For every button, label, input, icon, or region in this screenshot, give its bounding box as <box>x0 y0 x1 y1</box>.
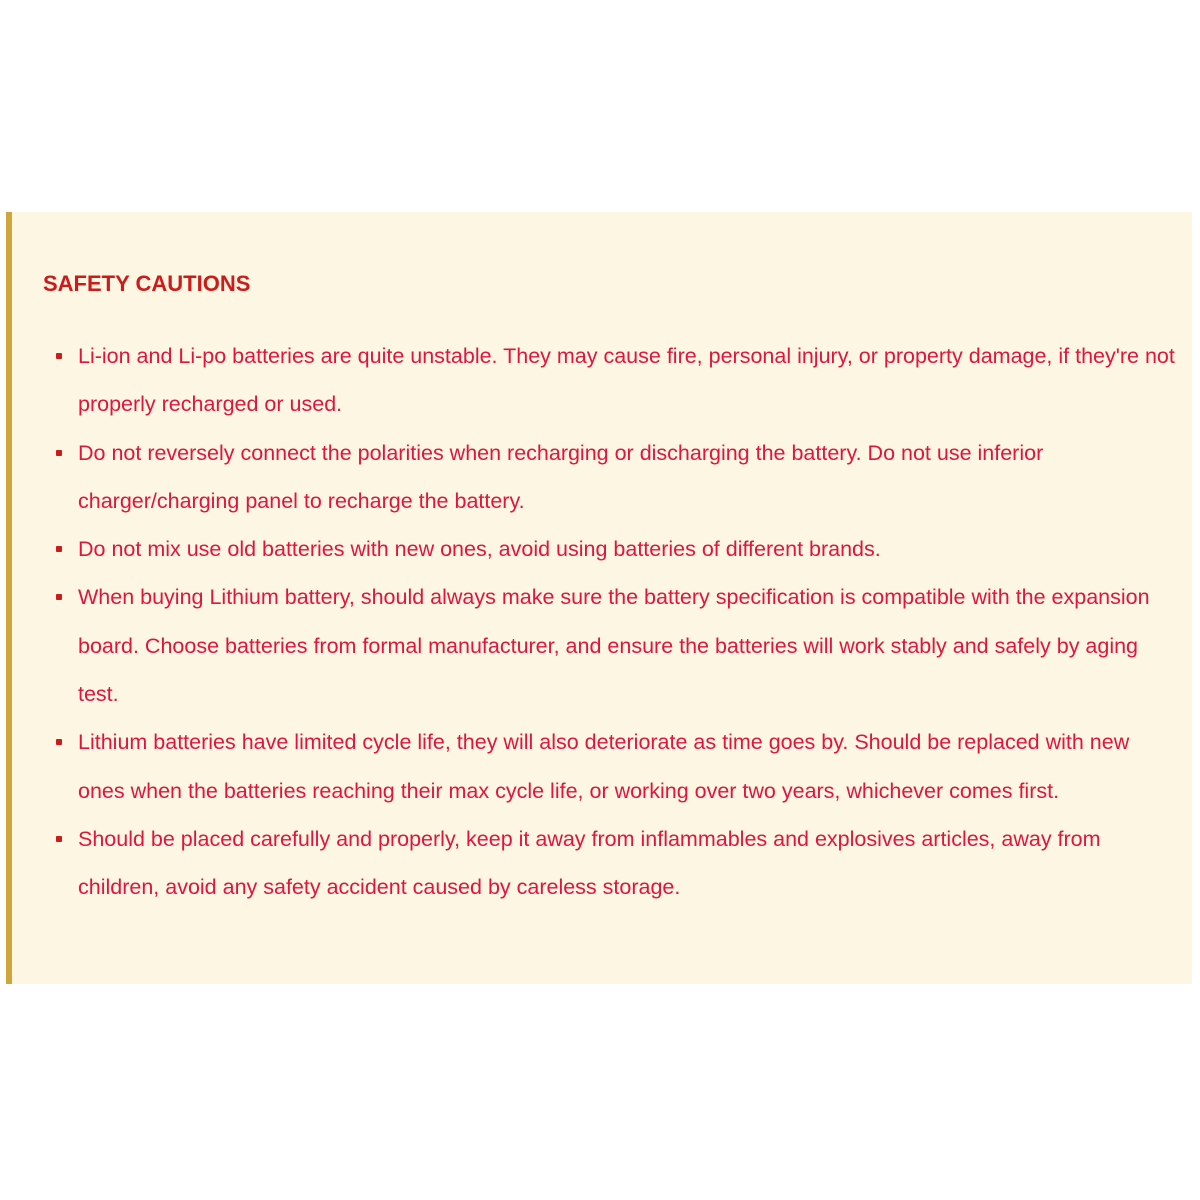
caution-item-text: When buying Lithium battery, should always make sure the battery specification is compatible with the expansion board. Choose batteries from formal manufacturer, and ensure the batteries will work stably and safely by aging test. <box>78 585 1150 707</box>
bullet-icon <box>56 594 62 600</box>
bullet-icon <box>56 450 62 456</box>
caution-item <box>78 573 1180 718</box>
caution-item-text: Should be placed carefully and properly, keep it away from inflammables and explosives articles, away from children, avoid any safety accident caused by careless storage. <box>78 826 1101 900</box>
caution-item-text: Do not reversely connect the polarities when recharging or discharging the battery. Do not use inferior charger/charging panel to recharge the battery. <box>78 440 1044 513</box>
bullet-icon <box>56 836 62 842</box>
safety-cautions-panel <box>6 212 1192 984</box>
caution-item-text: Lithium batteries have limited cycle life, they will also deteriorate as time goes by. Should be replaced with new ones when the batteries reaching their max cycle life, or working over two years, whichever comes first. <box>78 730 1130 803</box>
caution-item-text: Li-ion and Li-po batteries are quite unstable. They may cause fire, personal injury, or property damage, if they're not properly recharged or used. <box>78 344 1175 417</box>
bullet-icon <box>56 353 62 359</box>
caution-item <box>78 815 1180 912</box>
caution-item <box>78 429 1180 526</box>
caution-item <box>78 525 1180 573</box>
bullet-icon <box>56 546 62 552</box>
caution-item <box>78 332 1180 429</box>
safety-cautions-title: SAFETY CAUTIONS <box>43 271 251 296</box>
caution-item-text: Do not mix use old batteries with new ones, avoid using batteries of different brands. <box>78 537 881 562</box>
bullet-icon <box>56 739 62 745</box>
caution-item <box>78 718 1180 815</box>
caution-list <box>78 332 1180 912</box>
